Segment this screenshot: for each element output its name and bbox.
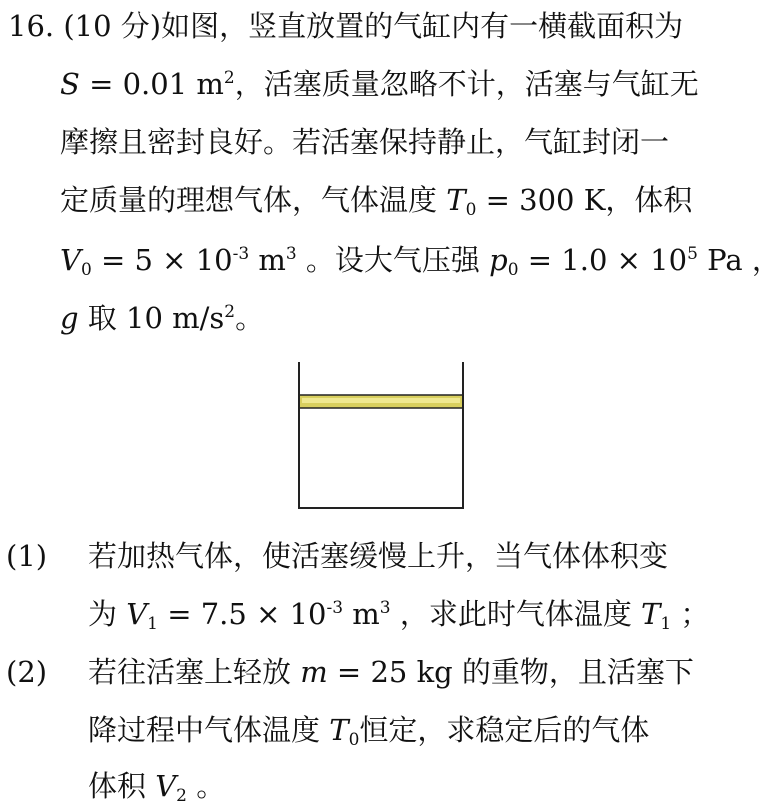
subscript: 1 [660, 614, 672, 634]
var-T: T [641, 597, 661, 631]
stem-line-4 [60, 182, 692, 218]
problem-number: 16. [8, 9, 55, 43]
subq-2-line-2 [88, 712, 649, 748]
subscript: 0 [80, 260, 92, 280]
subq-1-label [6, 538, 47, 574]
stem-text: ； [671, 597, 710, 631]
subq-2-label [6, 654, 47, 690]
stem-line-3 [60, 124, 669, 160]
stem-text: 降过程中气体温度 [88, 713, 330, 747]
stem-text: ，活塞质量忽略不计，活塞与气缸无 [234, 67, 699, 101]
stem-text: = 1.0 × 10 [518, 243, 688, 277]
subq-2-line-3 [88, 768, 225, 804]
var-T: T [446, 183, 466, 217]
stem-text: 。 [235, 301, 265, 335]
stem-text: = 0.01 m [79, 67, 224, 101]
stem-text: m [343, 597, 380, 631]
subq-1-line-1 [88, 538, 668, 574]
var-V: V [126, 597, 148, 631]
subscript: 2 [176, 786, 187, 806]
stem-line-1 [8, 8, 683, 44]
stem-text: 体积 [88, 769, 156, 803]
stem-text: = 300 K，体积 [476, 183, 693, 217]
stem-text: 摩擦且密封良好。若活塞保持静止，气缸封闭一 [60, 125, 670, 159]
stem-text: Pa ， [697, 243, 781, 277]
stem-text: = 7.5 × 10 [158, 597, 327, 631]
var-g: g [60, 301, 79, 335]
exponent: 2 [224, 302, 236, 322]
exponent: 5 [687, 244, 698, 264]
stem-text: 若往活塞上轻放 [88, 655, 301, 689]
stem-line-5 [60, 242, 781, 278]
stem-text: 为 [88, 597, 127, 631]
var-p: p [489, 243, 508, 277]
stem-text: = 5 × 10 [91, 243, 233, 277]
var-T: T [329, 713, 349, 747]
exponent: -3 [232, 244, 250, 264]
cylinder-diagram [298, 362, 464, 510]
subscript: 1 [147, 614, 158, 634]
stem-text: 。设大气压强 [296, 243, 490, 277]
label-text: (1) [6, 539, 48, 573]
exponent: 2 [223, 68, 235, 88]
subq-2-line-1 [88, 654, 694, 690]
stem-text: 取 10 m/s [78, 301, 225, 335]
exponent: 3 [379, 598, 391, 618]
stem-text: 如图，竖直放置的气缸内有一横截面积为 [161, 9, 684, 43]
stem-text: 。 [187, 769, 226, 803]
var-V: V [155, 769, 177, 803]
subq-1-line-2 [88, 596, 709, 632]
exponent: -3 [326, 598, 344, 618]
var-V: V [60, 243, 81, 277]
label-text: (2) [6, 655, 48, 689]
stem-line-6 [60, 300, 264, 336]
subscript: 0 [348, 730, 360, 750]
var-S: S [60, 67, 80, 101]
problem-score: (10 分) [63, 9, 162, 43]
stem-text: 恒定，求稳定后的气体 [359, 713, 650, 747]
stem-line-2 [60, 66, 699, 102]
subscript: 0 [465, 200, 477, 220]
stem-text: = 25 kg 的重物，且活塞下 [327, 655, 694, 689]
subscript: 0 [507, 260, 519, 280]
stem-text: m [249, 243, 286, 277]
stem-text: ，求此时气体温度 [390, 597, 642, 631]
piston-highlight [302, 398, 460, 403]
exponent: 3 [285, 244, 297, 264]
var-m: m [300, 655, 328, 689]
stem-text: 定质量的理想气体，气体温度 [60, 183, 447, 217]
stem-text: 若加热气体，使活塞缓慢上升，当气体体积变 [88, 539, 669, 573]
